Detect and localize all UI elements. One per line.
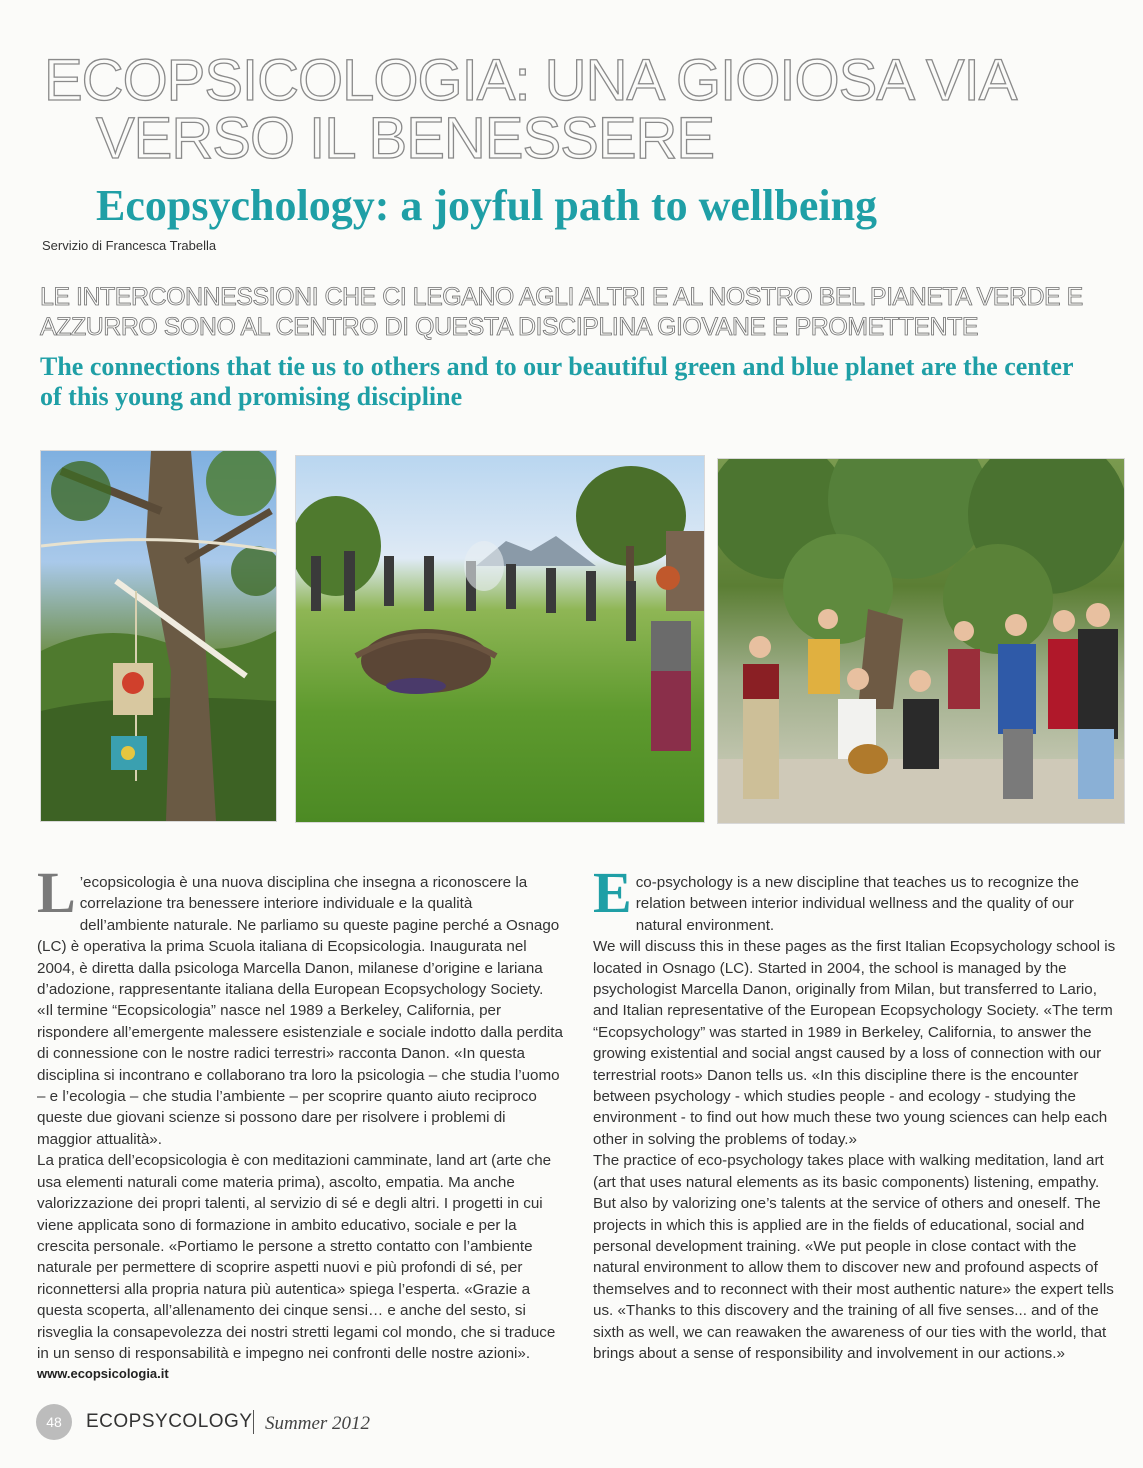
italian-title [44, 48, 1044, 171]
english-title: Ecopsychology: a joyful path to wellbeing [96, 181, 878, 230]
english-body-text [593, 860, 1117, 1364]
italian-paragraph-3: La pratica dell’ecopsicologia è con meditazioni camminate, land art (arte che usa elementi naturali come materia prima), ascolto, empatia. Ma anche valorizzazione dei propri talenti, al servizio di sé e degli altri. I progetti in cui viene applicata sono di formazione in ambito educativo, sociale e per la crescita personale. «Portiamo le persone a stretto contatto con l’ambiente naturale per permettere di scoprire aspetti nuovi e più profondi di sé, per riconnettersi alla propria natura più autentica» spiega l’esperta. «Grazie a questa scoperta, all’allenamento dei cinque sensi… e anche del sesto, si risveglia la consapevolezza dei nostri stretti legami col mondo, che si traduce in un senso di responsabilità e impegno nei confronti delle nostre azioni». [37, 1152, 556, 1362]
byline: Servizio di Francesca Trabella [42, 238, 217, 253]
issue-label: Summer 2012 [265, 1413, 371, 1434]
meadow-circle-photo [295, 455, 705, 823]
italian-body-text [37, 860, 564, 1364]
tree-land-art-photo [40, 450, 277, 822]
english-subtitle: The connections that tie us to others and to our beautiful green and blue planet are the center of this young and promising discipline [40, 352, 1074, 411]
italian-dropcap: L [37, 860, 76, 925]
italian-paragraph-2: «Il termine “Ecopsicologia” nasce nel 1989 a Berkeley, California, per rispondere all’emergente malessere esistenziale e sociale indotto dalla perdita di connessione con le nostre radici terrestri» racconta Danon. «In questa disciplina si incontrano e collaborano tra loro la psicologia – che studia l’uomo – e l’ecologia – che studia l’ambiente – per scoprire quanto aiuto reciproco queste due giovani scienze si possono dare per risolvere i problemi di maggior attualità». [37, 1002, 563, 1148]
english-dropcap: E [593, 860, 632, 925]
footer-divider [253, 1410, 254, 1434]
website-link[interactable]: www.ecopsicologia.it [37, 1366, 169, 1381]
english-paragraph-1: co-psychology is a new discipline that teaches us to recognize the relation between interior individual wellness and the quality of our natural environment. [635, 874, 1079, 934]
english-paragraph-3: The practice of eco-psychology takes place with walking meditation, land art (art that uses natural elements as its basic components) listening, empathy. But also by valorizing one’s talents at the service of others and oneself. The projects in which this is applied are in the fields of educational, social and personal development training. «We put people in close contact with the natural environment to allow them to discover new and profound aspects of themselves and to reconnect with their most authentic nature» the expert tells us. «Thanks to this discovery and the training of all five senses... and of the sixth as well, we can reawaken the awareness of our ties with the world, that brings about a sense of responsibility and involvement in our actions.» [593, 1152, 1114, 1362]
magazine-name: ECOPSYCOLOGY [86, 1411, 253, 1432]
italian-title-line2: VERSO IL BENESSERE [96, 106, 715, 171]
english-paragraph-2: We will discuss this in these pages as the first Italian Ecopsychology school is located in Osnago (LC). Started in 2004, the school is managed by the psychologist Marcella Danon, originally from Milan, but transferred to Lario, and Italian representative of the European Ecopsychology Society. «The term “Ecopsychology” was started in 1989 in Berkeley, California, to answer the growing existential and social angst caused by a loss of connection with our terrestrial roots» Danon tells us. «In this discipline there is the encounter between psychology - which studies people - and ecology - studying the environment - to find out how much these two young sciences can help each other in solving the problems of today.» [593, 938, 1116, 1148]
italian-paragraph-1: ’ecopsicologia è una nuova disciplina che insegna a riconoscere la correlazione tra benessere interiore individuale e la qualità dell’ambiente naturale. Ne parliamo su queste pagine perché a Osnago (LC) è operativa la prima Scuola italiana di Ecopsicologia. Inaugurata nel 2004, è diretta dalla psicologa Marcella Danon, milanese d’origine e lariana d’adozione, rappresentante italiana della European Ecopsychology Society. [37, 874, 560, 999]
group-under-tree-photo [717, 458, 1125, 824]
page-number-badge: 48 [36, 1404, 72, 1440]
italian-subtitle: LE INTERCONNESSIONI CHE CI LEGANO AGLI ALTRI E AL NOSTRO BEL PIANETA VERDE E AZZURRO SONO AL CENTRO DI QUESTA DISCIPLINA GIOVANE E PROMETTENTE [40, 283, 1083, 341]
italian-title-line1: ECOPSICOLOGIA: UNA GIOIOSA VIA [44, 48, 1017, 113]
